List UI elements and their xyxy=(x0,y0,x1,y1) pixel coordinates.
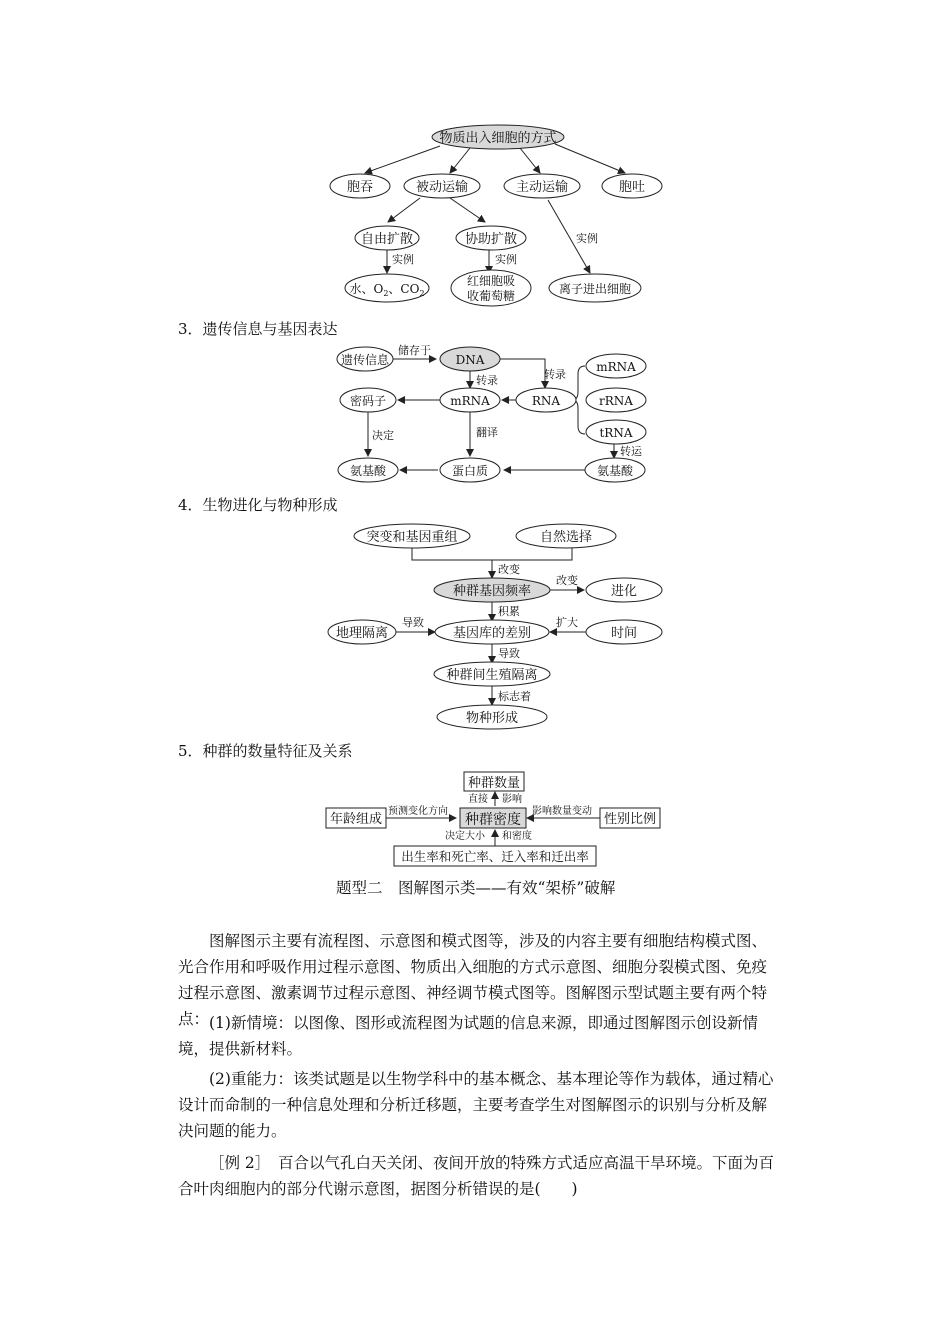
node-gene-frequency-label: 种群基因频率 xyxy=(452,584,532,599)
edge-label-example-2: 实例 xyxy=(495,253,517,266)
node-reproductive-isolation-label: 种群间生殖隔离 xyxy=(446,668,538,683)
node-protein-label: 蛋白质 xyxy=(451,464,489,478)
node-trna-label: tRNA xyxy=(599,426,633,440)
edge-label-translation: 翻译 xyxy=(476,426,498,439)
leaf-water-label: 水、$O_2$、$CO_2$ xyxy=(349,282,425,298)
section-title: 题型二 图解图示类——有效“架桥”破解 xyxy=(336,879,616,897)
node-free-diffusion-label: 自由扩散 xyxy=(360,232,414,247)
leaf-ions-label: 离子进出细胞 xyxy=(558,282,632,296)
node-codon-label: 密码子 xyxy=(349,394,387,408)
edge-label-determines: 决定 xyxy=(372,429,394,442)
node-speciation-label: 物种形成 xyxy=(465,711,519,726)
transport-concept-map xyxy=(320,118,680,318)
node-amino-acid-right-label: 氨基酸 xyxy=(596,464,634,478)
section5-heading: 5．种群的数量特征及关系 xyxy=(178,742,353,760)
node-exocytosis-label: 胞吐 xyxy=(618,180,646,195)
edge-label-and-density: 和密度 xyxy=(502,831,532,842)
edge-label-expand: 扩大 xyxy=(556,616,578,629)
leaf-glucose-line2: 收葡萄糖 xyxy=(466,289,516,303)
edge-label-lead-to-2: 导致 xyxy=(498,647,520,660)
paragraph-feature-1: (1)新情境：以图像、图形或流程图为试题的信息来源，即通过图解图示创设新情境，提供新材料。 xyxy=(178,1014,758,1058)
box-sex-ratio-label: 性别比例 xyxy=(603,812,657,827)
node-amino-acid-left-label: 氨基酸 xyxy=(349,464,387,478)
node-passive-label: 被动运输 xyxy=(415,180,469,195)
edge-label-accumulate: 积累 xyxy=(498,605,520,618)
node-active-label: 主动运输 xyxy=(515,180,569,195)
paragraph-feature-2: (2)重能力：该类试题是以生物学科中的基本概念、基本理论等作为载体，通过精心设计而命制的一种信息处理和分析迁移题，主要考查学生对图解图示的识别与分析及解决问题的能力。 xyxy=(178,1070,774,1140)
edge-label-transcription-1: 转录 xyxy=(476,374,498,387)
node-time-label: 时间 xyxy=(610,626,638,641)
node-evolution-label: 进化 xyxy=(610,584,638,599)
edge-label-affect: 影响 xyxy=(502,794,522,805)
box-age-structure-label: 年龄组成 xyxy=(329,812,383,827)
node-geographic-isolation-label: 地理隔离 xyxy=(335,626,389,641)
root-label: 物质出入细胞的方式 xyxy=(439,131,557,146)
node-genetic-info-label: 遗传信息 xyxy=(340,353,390,367)
box-population-density-label: 种群密度 xyxy=(465,812,521,828)
section3-heading: 3．遗传信息与基因表达 xyxy=(178,320,338,338)
gene-expression-diagram xyxy=(330,344,660,490)
edge-label-transport: 转运 xyxy=(620,445,642,458)
leaf-glucose-line1: 红细胞吸 xyxy=(466,274,516,288)
edge-label-lead-to-1: 导致 xyxy=(402,616,424,629)
node-mrna-center-label: mRNA xyxy=(450,394,490,408)
node-mrna-right-label: mRNA xyxy=(596,360,636,374)
edge-label-stored-in: 储存于 xyxy=(398,344,431,357)
section4-heading: 4．生物进化与物种形成 xyxy=(178,496,338,514)
edge-label-predict-trend: 预测变化方向 xyxy=(388,806,448,817)
paragraph-example-2: ［例 2］ 百合以气孔白天关闭、夜间开放的特殊方式适应高温干旱环境。下面为百合叶肉细胞内的部分代谢示意图，据图分析错误的是( ) xyxy=(178,1154,775,1198)
edge-label-transcription-2: 转录 xyxy=(544,368,566,381)
edge-label-determine-size: 决定大小 xyxy=(445,831,485,842)
node-mutation-label: 突变和基因重组 xyxy=(366,530,458,545)
edge-label-change-2: 改变 xyxy=(556,574,578,587)
edge-label-affect-change: 影响数量变动 xyxy=(532,806,592,817)
evolution-diagram xyxy=(322,520,672,734)
node-rna-label: RNA xyxy=(531,394,561,408)
node-gene-pool-label: 基因库的差别 xyxy=(452,626,532,641)
edge-label-example-3: 实例 xyxy=(576,232,598,245)
node-selection-label: 自然选择 xyxy=(539,530,593,545)
population-diagram xyxy=(322,768,662,872)
node-endocytosis-label: 胞吞 xyxy=(346,180,374,195)
paragraph-intro: 图解图示主要有流程图、示意图和模式图等，涉及的内容主要有细胞结构模式图、光合作用和呼吸作用过程示意图、物质出入细胞的方式示意图、细胞分裂模式图、免疫过程示意图、激素调节过程示意图、神经调节模式图等。图解图示型试题主要有两个特点： xyxy=(178,932,768,1028)
node-dna-label: DNA xyxy=(455,353,485,367)
edge-label-marks: 标志着 xyxy=(498,690,531,703)
node-facilitated-label: 协助扩散 xyxy=(464,232,518,247)
box-rates-label: 出生率和死亡率、迁入率和迁出率 xyxy=(401,849,589,864)
edge-label-example-1: 实例 xyxy=(392,253,414,266)
edge-label-directly: 直接 xyxy=(468,794,488,805)
box-population-size-label: 种群数量 xyxy=(467,776,521,791)
node-rrna-label: rRNA xyxy=(599,394,633,408)
edge-label-change-1: 改变 xyxy=(498,563,520,576)
